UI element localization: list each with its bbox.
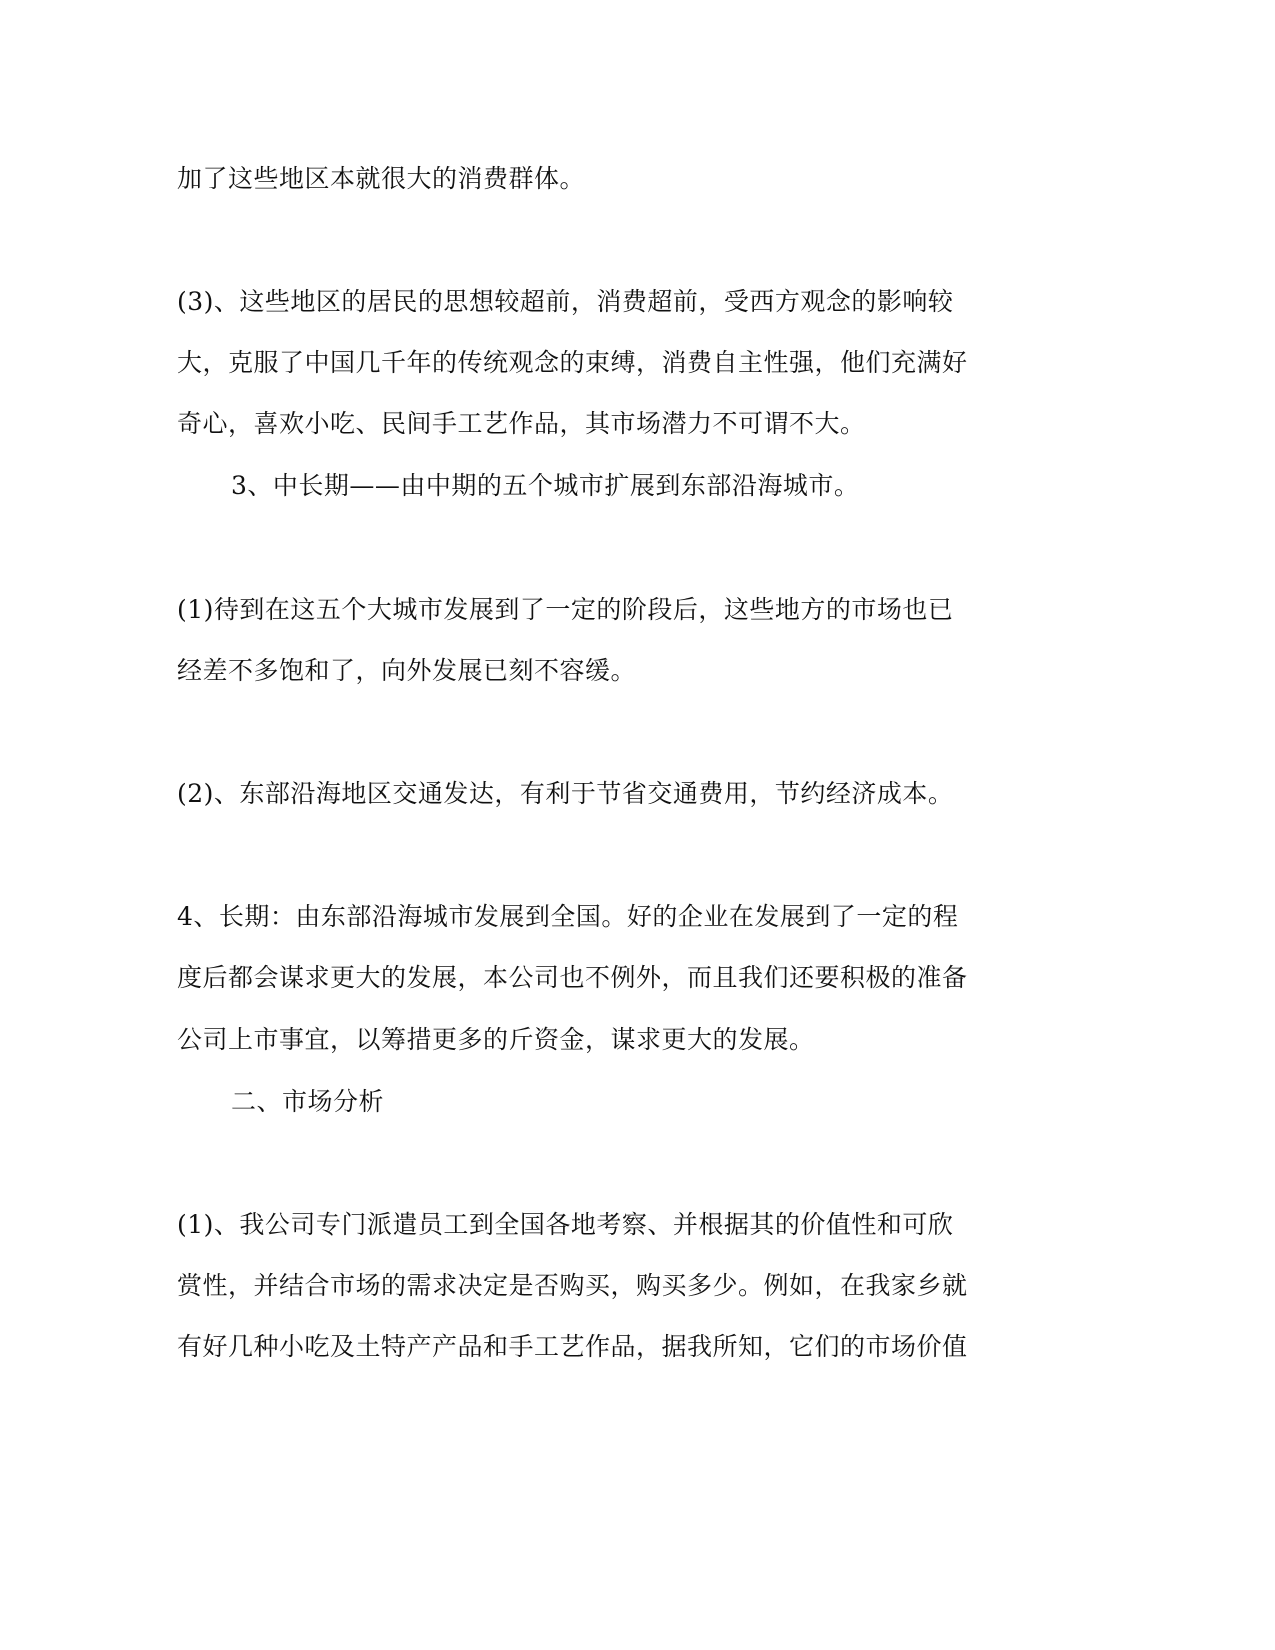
text-line: 大，克服了中国几千年的传统观念的束缚，消费自主性强，他们充满好 — [177, 348, 968, 377]
text-line: 赏性，并结合市场的需求决定是否购买，购买多少。例如，在我家乡就 — [177, 1271, 968, 1300]
text-line: (1)待到在这五个大城市发展到了一定的阶段后，这些地方的市场也已 — [177, 595, 954, 624]
section-heading: 二、市场分析 — [231, 1087, 385, 1116]
text-line: 4、长期：由东部沿海城市发展到全国。好的企业在发展到了一定的程 — [177, 902, 959, 931]
text-line: (1)、我公司专门派遣员工到全国各地考察、并根据其的价值性和可欣 — [177, 1210, 954, 1239]
text-line: 加了这些地区本就很大的消费群体。 — [177, 164, 586, 193]
text-line: 公司上市事宜，以筹措更多的斤资金，谋求更大的发展。 — [177, 1025, 815, 1054]
section-heading: 3、中长期——由中期的五个城市扩展到东部沿海城市。 — [231, 471, 860, 500]
text-line: (2)、东部沿海地区交通发达，有利于节省交通费用，节约经济成本。 — [177, 779, 954, 808]
text-line: 奇心，喜欢小吃、民间手工艺作品，其市场潜力不可谓不大。 — [177, 409, 866, 438]
text-line: (3)、这些地区的居民的思想较超前，消费超前，受西方观念的影响较 — [177, 287, 954, 316]
text-line: 度后都会谋求更大的发展，本公司也不例外，而且我们还要积极的准备 — [177, 963, 968, 992]
text-line: 经差不多饱和了，向外发展已刻不容缓。 — [177, 656, 637, 685]
text-line: 有好几种小吃及土特产产品和手工艺作品，据我所知，它们的市场价值 — [177, 1332, 968, 1361]
